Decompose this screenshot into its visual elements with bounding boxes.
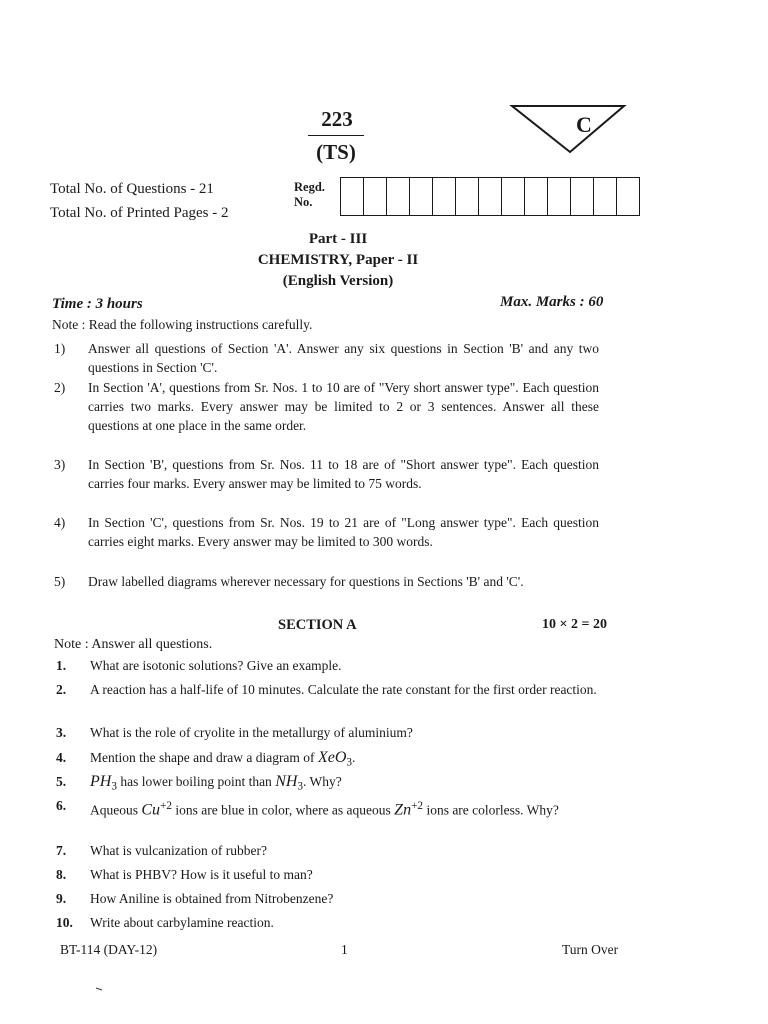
instruction-text: In Section 'A', questions from Sr. Nos. 1 to 10 are of "Very short answer type". Each question carries two marks. Every answer may be limited to 2 or 3 sentences. Answer all these questions at one place in the same order. (88, 380, 599, 433)
regd-digit-box[interactable] (456, 178, 479, 215)
formula-subscript: 3 (111, 780, 117, 793)
instruction-number: 5) (54, 574, 66, 589)
question-item (56, 773, 601, 796)
question-number: 6. (56, 798, 67, 813)
question-text: What are isotonic solutions? Give an example. (90, 658, 342, 673)
section-a-note: Note : Answer all questions. (54, 637, 213, 652)
question-number: 4. (56, 750, 67, 765)
section-a-marks: 10 × 2 = 20 (542, 617, 607, 632)
instruction-item (54, 455, 599, 493)
regd-number-boxes[interactable] (340, 177, 640, 216)
section-a-title: SECTION A (278, 617, 357, 633)
chemical-formula: XeO (317, 749, 347, 766)
chemical-formula: Zn (394, 801, 412, 819)
chemical-formula: PH (90, 773, 112, 790)
subject-title: CHEMISTRY, Paper - II (257, 252, 419, 268)
question-item (56, 681, 601, 699)
question-text: Write about carbylamine reaction. (90, 915, 274, 930)
formula-superscript: +2 (160, 800, 173, 812)
question-item (56, 842, 601, 860)
set-label: C (576, 112, 592, 137)
instruction-number: 2) (54, 380, 66, 395)
paper-suffix: (TS) (316, 140, 356, 164)
question-number: 7. (56, 843, 67, 858)
question-text-part: Aqueous (90, 802, 142, 818)
question-text (90, 749, 601, 772)
question-item (56, 724, 601, 742)
page-number: 1 (341, 942, 348, 957)
total-questions: Total No. of Questions - 21 (50, 181, 214, 197)
scan-mark (96, 987, 104, 991)
regd-digit-box[interactable] (594, 178, 617, 215)
instructions-note: Note : Read the following instructions carefully. (52, 317, 313, 332)
instruction-text: Answer all questions of Section 'A'. Answer any six questions in Section 'B' and any two questions in Section 'C'. (88, 341, 599, 375)
formula-subscript: 3 (346, 756, 352, 769)
question-item (56, 866, 601, 884)
turn-over: Turn Over (562, 942, 619, 957)
regd-digit-box[interactable] (387, 178, 410, 215)
question-text-part: . (352, 750, 356, 765)
question-text: What is the role of cryolite in the metallurgy of aluminium? (90, 725, 413, 740)
question-text: A reaction has a half-life of 10 minutes. Calculate the rate constant for the first order reaction. (90, 682, 597, 697)
question-text-part: . Why? (303, 774, 342, 789)
regd-digit-box[interactable] (548, 178, 571, 215)
question-item (56, 749, 601, 772)
question-text-part: Mention the shape and draw a diagram of (90, 750, 318, 765)
question-number: 1. (56, 658, 67, 673)
question-number: 3. (56, 725, 67, 740)
regd-digit-box[interactable] (479, 178, 502, 215)
question-number: 5. (56, 774, 67, 789)
instruction-item (54, 513, 599, 551)
chemical-formula: NH (275, 773, 298, 790)
formula-subscript: 3 (297, 780, 304, 793)
regd-digit-box[interactable] (571, 178, 594, 215)
paper-code: 223 (321, 107, 353, 131)
question-text: What is PHBV? How is it useful to man? (90, 867, 313, 882)
instruction-text: Draw labelled diagrams wherever necessary for questions in Sections 'B' and 'C'. (88, 574, 524, 589)
regd-digit-box[interactable] (341, 178, 364, 215)
formula-superscript: +2 (411, 800, 424, 812)
footer-code: BT-114 (DAY-12) (60, 942, 158, 957)
question-text-part: has lower boiling point than (116, 774, 276, 789)
regd-label-line1: Regd. (294, 180, 325, 194)
question-text: What is vulcanization of rubber? (90, 843, 267, 858)
question-text-part: ions are blue in color, where as aqueous (172, 802, 395, 818)
question-text: How Aniline is obtained from Nitrobenzene? (90, 891, 334, 906)
chemical-formula: Cu (141, 801, 161, 819)
question-item (56, 657, 601, 675)
regd-digit-box[interactable] (410, 178, 433, 215)
instruction-number: 3) (54, 457, 66, 472)
time-allowed: Time : 3 hours (52, 296, 143, 312)
question-text-part: ions are colorless. Why? (423, 802, 559, 818)
question-item (56, 797, 601, 820)
max-marks: Max. Marks : 60 (500, 294, 604, 310)
question-number: 9. (56, 891, 67, 906)
instruction-text: In Section 'B', questions from Sr. Nos. 11 to 18 are of "Short answer type". Each question carries four marks. Every answer may be limited to 75 words. (88, 457, 599, 491)
instruction-number: 1) (54, 341, 66, 356)
regd-digit-box[interactable] (502, 178, 525, 215)
instruction-text: In Section 'C', questions from Sr. Nos. 19 to 21 are of "Long answer type". Each question carries eight marks. Every answer may be limited to 300 words. (88, 515, 599, 549)
regd-digit-box[interactable] (364, 178, 387, 215)
part-title: Part - III (308, 231, 368, 247)
instruction-number: 4) (54, 515, 66, 530)
regd-digit-box[interactable] (525, 178, 548, 215)
instruction-item (54, 572, 599, 591)
regd-label-line2: No. (294, 195, 313, 209)
regd-digit-box[interactable] (617, 178, 639, 215)
question-text (90, 773, 601, 796)
question-item (56, 914, 601, 932)
regd-label (294, 180, 325, 210)
question-number: 8. (56, 867, 67, 882)
question-item (56, 890, 601, 908)
question-number: 10. (56, 915, 73, 930)
regd-digit-box[interactable] (433, 178, 456, 215)
instruction-item (54, 339, 599, 377)
question-text (90, 797, 601, 820)
set-triangle (508, 102, 628, 156)
question-number: 2. (56, 682, 67, 697)
version-title: (English Version) (282, 273, 394, 289)
total-pages: Total No. of Printed Pages - 2 (50, 205, 229, 221)
instruction-item (54, 378, 599, 435)
paper-code-divider (308, 135, 364, 136)
